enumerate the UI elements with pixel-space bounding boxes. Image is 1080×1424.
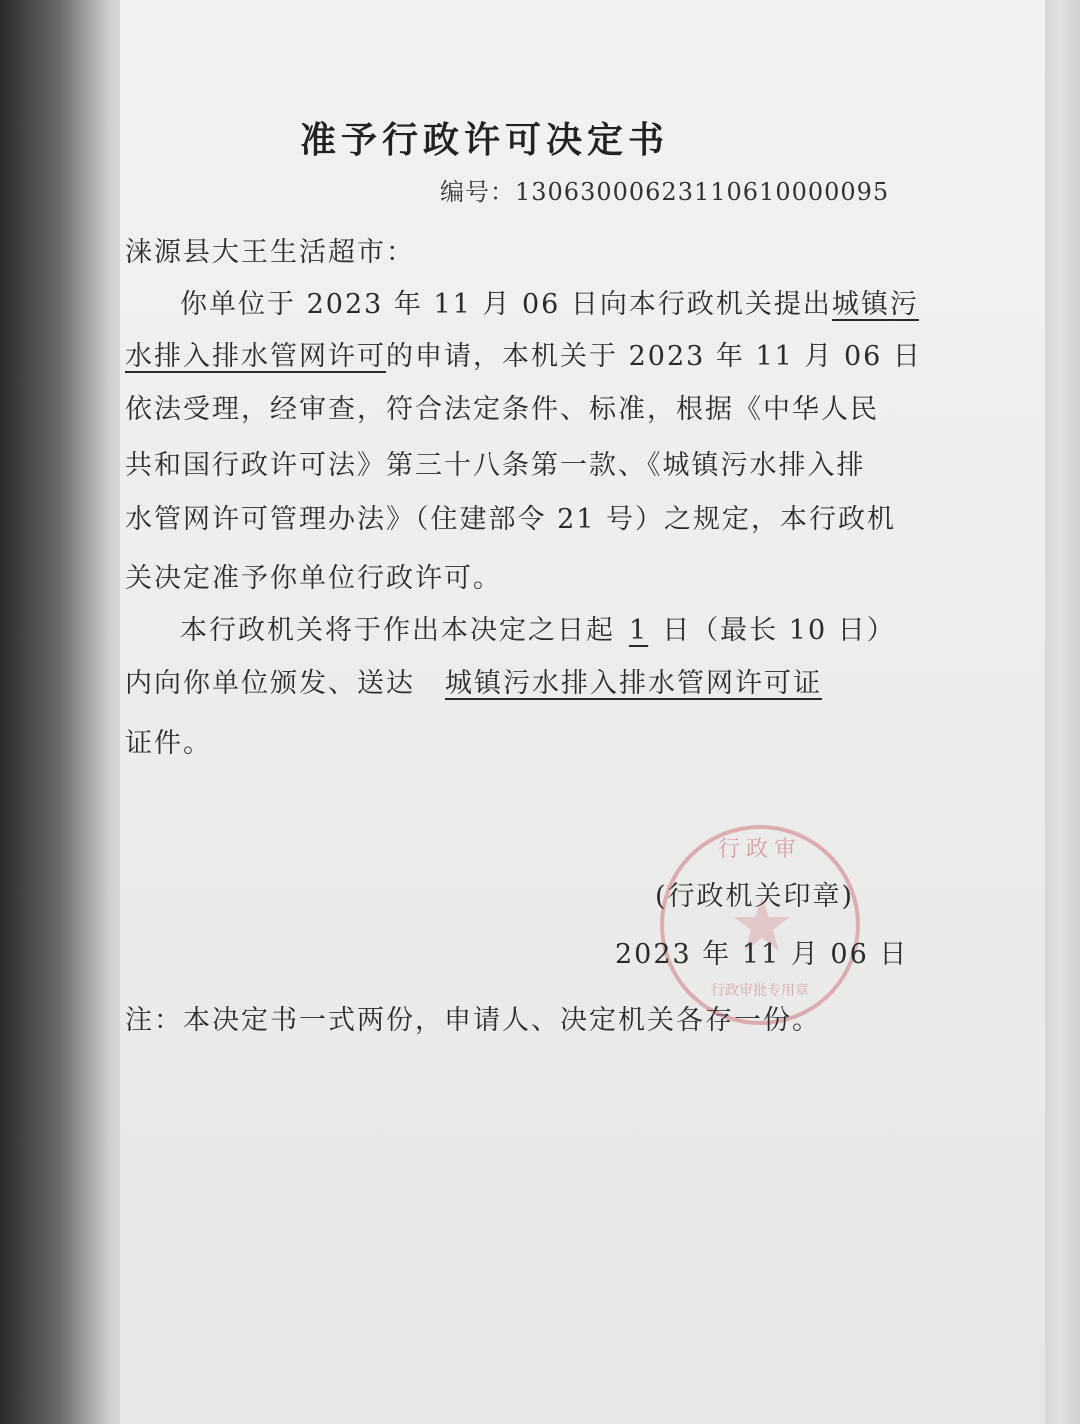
para2-line1: [180, 614, 896, 648]
para1-line1: [180, 288, 919, 322]
note: 注：本决定书一式两份，申请人、决定机关各存一份。: [125, 1005, 821, 1036]
document-title: 准予行政许可决定书: [300, 119, 670, 161]
permit-name: 水排入排水管网许可: [125, 341, 386, 372]
number-label: 编号：: [440, 178, 515, 206]
seal-label: (行政机关印章): [655, 881, 855, 912]
certificate-name: 城镇污水排入排水管网许可证: [445, 668, 822, 699]
text: 的申请，本机关于 2023 年 11 月 06 日: [386, 341, 922, 372]
addressee: 涞源县大王生活超市：: [125, 237, 415, 268]
text: 你单位于 2023 年 11 月 06 日向本行政机关提出: [180, 289, 832, 320]
para1-line5: 水管网许可管理办法》（住建部令 21 号）之规定，本行政机: [125, 504, 897, 535]
text: 日（最长 10 日）: [662, 615, 896, 646]
para1-line4: 共和国行政许可法》第三十八条第一款、《城镇污水排入排: [125, 450, 866, 481]
para2-line3: 证件。: [125, 728, 212, 759]
document-date: 2023 年 11 月 06 日: [615, 939, 909, 970]
text: 本行政机关将于作出本决定之日起: [180, 615, 615, 646]
document-page: [120, 0, 1045, 1424]
seal-top-text: 行政审: [717, 837, 802, 862]
para1-line6: 关决定准予你单位行政许可。: [125, 563, 502, 594]
para1-line3: 依法受理，经审查，符合法定条件、标准，根据《中华人民: [125, 394, 879, 425]
days-value: 1: [629, 615, 649, 646]
document-number: [440, 172, 889, 207]
official-seal: [660, 825, 860, 1025]
para2-line2: [125, 667, 822, 701]
number-value: 13063000623110610000095: [515, 178, 890, 206]
permit-name: 城镇污: [831, 289, 919, 320]
seal-bottom-text: 行政审批专用章: [711, 983, 809, 999]
para1-line2: [125, 340, 922, 374]
text: 内向你单位颁发、送达: [125, 668, 415, 699]
